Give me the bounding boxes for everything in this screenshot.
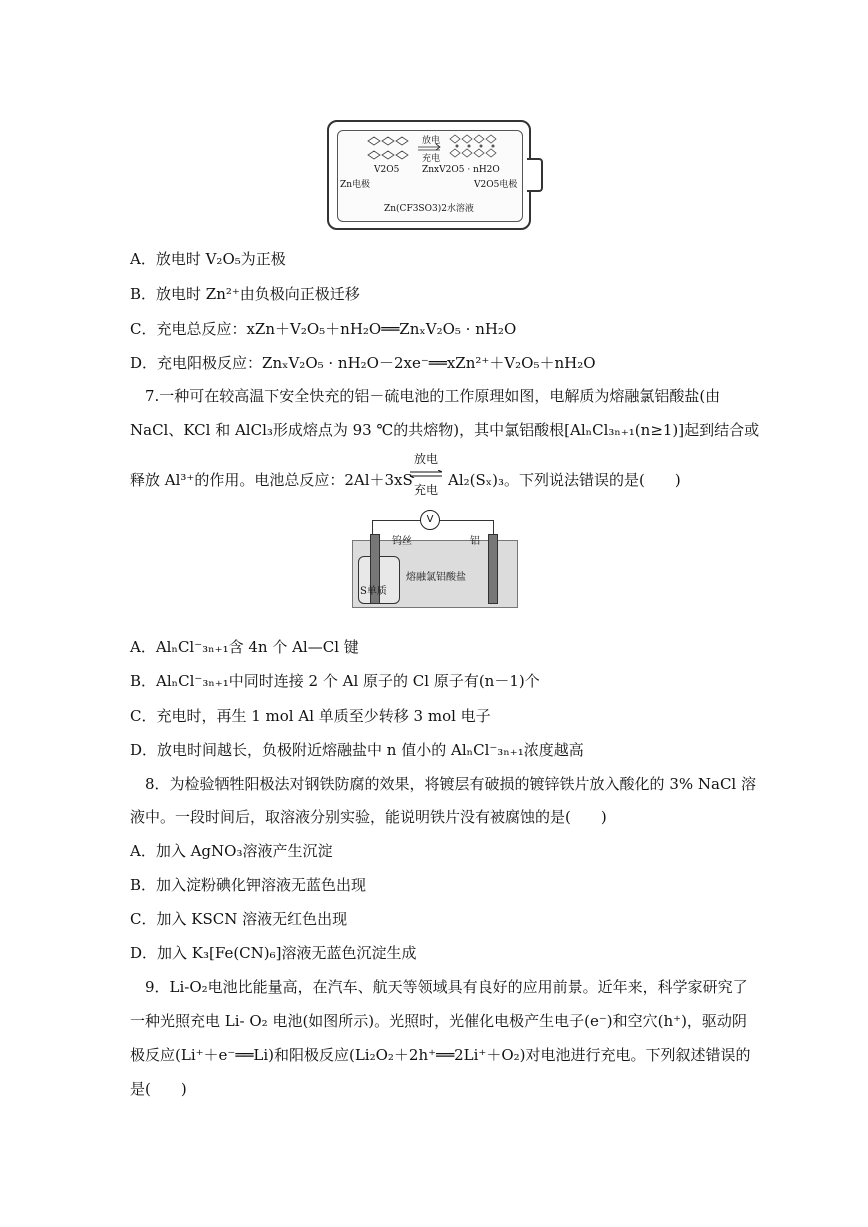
- q7-stem-line2: NaCl、KCl 和 AlCl₃形成熔点为 93 ℃的共熔物)，其中氯铝酸根[AlₙCl₃ₙ₊₁(n≥1)]起到结合或: [130, 421, 760, 439]
- q7-option-b: B．AlₙCl⁻₃ₙ₊₁中同时连接 2 个 Al 原子的 Cl 原子有(n－1)个: [130, 672, 540, 690]
- q7-stem-line1: 7.一种可在较高温下安全快充的铝－硫电池的工作原理如图，电解质为熔融氯铝酸盐(由: [145, 387, 721, 405]
- left-electrode-label: Zn电极: [340, 180, 371, 190]
- voltmeter-icon: V: [420, 510, 440, 530]
- aluminum-electrode: [488, 534, 498, 604]
- q6-option-d: D．充电阳极反应：ZnₓV₂O₅ · nH₂O－2xe⁻══xZn²⁺＋V₂O₅＋nH₂O: [130, 354, 596, 372]
- left-wire-label: 钨丝: [392, 536, 412, 547]
- q8-option-b: B．加入淀粉碘化钾溶液无蓝色出现: [130, 876, 367, 894]
- q9-stem-line4: 是( ): [130, 1080, 187, 1098]
- left-material-label: V2O5: [374, 165, 400, 175]
- sulfur-label: S单质: [360, 586, 387, 597]
- q6-option-c: C．充电总反应：xZn＋V₂O₅＋nH₂O══ZnₓV₂O₅ · nH₂O: [130, 320, 517, 338]
- battery-inner: [337, 130, 523, 222]
- electrolyte-label: Zn(CF3SO3)2水溶液: [384, 204, 474, 214]
- melt-label: 熔融氯铝酸盐: [406, 572, 466, 583]
- q9-stem-line2: 一种光照充电 Li- O₂ 电池(如图所示)。光照时，光催化电极产生电子(e⁻)和空穴(h⁺)，驱动阴: [130, 1012, 747, 1030]
- q7-reversible-arrow: [408, 450, 444, 498]
- q8-stem-line1: 8．为检验牺牲阳极法对钢铁防腐的效果，将镀层有破损的镀锌铁片放入酸化的 3% NaCl 溶: [145, 775, 756, 793]
- q6-option-b: B．放电时 Zn²⁺由负极向正极迁移: [130, 285, 360, 303]
- battery-terminal: [527, 158, 543, 192]
- q7-stem-line3a: 释放 Al³⁺的作用。电池总反应：2Al＋3xS: [130, 471, 413, 489]
- q7-option-a: A．AlₙCl⁻₃ₙ₊₁含 4n 个 Al—Cl 键: [130, 638, 359, 656]
- right-wire-label: 铝: [470, 536, 480, 547]
- charge-label: 充电: [422, 154, 441, 164]
- q8-option-c: C．加入 KSCN 溶液无红色出现: [130, 910, 348, 928]
- q6-option-a: A．放电时 V₂O₅为正极: [130, 250, 286, 268]
- q7-option-c: C．充电时，再生 1 mol Al 单质至少转移 3 mol 电子: [130, 707, 491, 725]
- right-material-label: ZnxV2O5 · nH2O: [422, 165, 500, 175]
- double-arrow-icon: [408, 470, 444, 478]
- q8-option-d: D．加入 K₃[Fe(CN)₆]溶液无蓝色沉淀生成: [130, 944, 417, 962]
- al-s-cell-diagram: [352, 510, 516, 606]
- q8-stem-line2: 液中。一段时间后，取溶液分别实验，能说明铁片没有被腐蚀的是( ): [130, 808, 607, 826]
- q7-option-d: D．放电时间越长，负极附近熔融盐中 n 值小的 AlₙCl⁻₃ₙ₊₁浓度越高: [130, 741, 584, 759]
- battery-diagram: [327, 120, 531, 230]
- q8-option-a: A．加入 AgNO₃溶液产生沉淀: [130, 842, 333, 860]
- arrow-bottom-label: 充电: [413, 483, 438, 497]
- arrow-top-label: 放电: [413, 452, 438, 466]
- q9-stem-line3: 极反应(Li⁺＋e⁻══Li)和阳极反应(Li₂O₂＋2h⁺══2Li⁺＋O₂)对电池进行充电。下列叙述错误的: [130, 1046, 751, 1064]
- q7-stem-line3b: Al₂(Sₓ)₃。下列说法错误的是( ): [448, 471, 681, 489]
- q9-stem-line1: 9．Li-O₂电池比能量高，在汽车、航天等领域具有良好的应用前景。近年来，科学家研究了: [145, 978, 748, 996]
- right-electrode-label: V2O5电极: [474, 180, 518, 190]
- discharge-label: 放电: [422, 136, 441, 146]
